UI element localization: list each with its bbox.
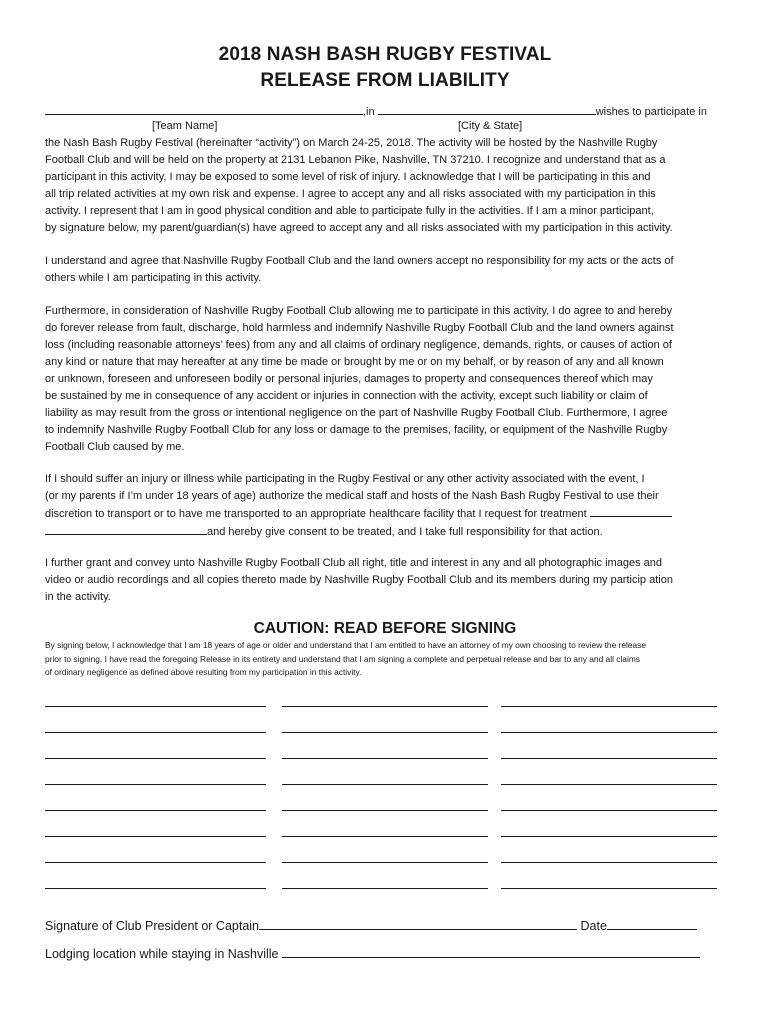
signature-line[interactable] — [45, 784, 266, 785]
signature-line[interactable] — [282, 810, 488, 811]
paragraph-line: (or my parents if I’m under 18 years of age) authorize the medical staff and hosts of the Nash Bash Rugby Festival to use their — [45, 490, 659, 502]
paragraph-line: any kind or nature that may hereafter at any time be made or brought by me or on my behalf, or by reason of any and all known — [45, 356, 664, 368]
city-state-blank[interactable] — [378, 103, 596, 115]
paragraph-activity — [45, 135, 735, 237]
paragraph-line: the Nash Bash Rugby Festival (hereinafter “activity”) on March 24-25, 2018. The activity will be hosted by the Nashville Rugby — [45, 137, 658, 149]
signature-line[interactable] — [282, 784, 488, 785]
caution-text — [45, 639, 735, 680]
signature-line[interactable] — [501, 888, 717, 889]
paragraph-line: be sustained by me in consequence of any accident or injuries in connection with the activity, except such liability or claim of — [45, 390, 648, 402]
paragraph-line: Football Club and will be held on the property at 2131 Lebanon Pike, Nashville, TN 37210. I recognize and understand that as a — [45, 154, 666, 166]
signature-line[interactable] — [501, 706, 717, 707]
paragraph-release — [45, 303, 735, 456]
paragraph-line: in the activity. — [45, 591, 111, 603]
team-city-line — [45, 103, 735, 121]
paragraph-line: If I should suffer an injury or illness while participating in the Rugby Festival or any other activity associated with the event, I — [45, 473, 645, 485]
caution-heading: CAUTION: READ BEFORE SIGNING — [253, 620, 517, 637]
paragraph-line: by signature below, my parent/guardian(s) have agreed to accept any and all risks associated with my participation in this activity. — [45, 222, 673, 234]
lodging-label: Lodging location while staying in Nashville — [45, 947, 279, 961]
signature-line[interactable] — [282, 706, 488, 707]
signature-line[interactable] — [501, 732, 717, 733]
date-label: Date — [580, 919, 607, 933]
paragraph-line: loss (including reasonable attorneys’ fees) from any and all claims of ordinary negligence, demands, rights, or causes of action of — [45, 339, 672, 351]
treatment-facility-blank-continued[interactable] — [45, 523, 207, 535]
lodging-row — [45, 944, 700, 961]
president-signature-label: Signature of Club President or Captain — [45, 919, 260, 933]
form-subtitle: RELEASE FROM LIABILITY — [260, 70, 510, 91]
paragraph-line-text: discretion to transport or to have me transported to an appropriate healthcare facility that I request for treatment — [45, 508, 587, 520]
paragraph-line: liability as may result from the gross or intentional negligence on the part of Nashville Rugby Football Club. Furthermore, I agree — [45, 407, 668, 419]
in-text: ,in — [363, 106, 375, 118]
paragraph-line: or unknown, foreseen and unforeseen bodily or personal injuries, damages to property and consequences thereof which may — [45, 373, 653, 385]
date-field[interactable] — [607, 916, 697, 930]
city-state-label: [City & State] — [458, 120, 523, 132]
paragraph-line-text: and hereby give consent to be treated, and I take full responsibility for that action. — [207, 526, 603, 538]
paragraph-line: Furthermore, in consideration of Nashville Rugby Football Club allowing me to participate in this activity, I do agree to and hereby — [45, 305, 673, 317]
signature-line[interactable] — [501, 862, 717, 863]
caution-line: prior to signing. I have read the foregoing Release in its entirety and understand that I am signing a complete and perpetual release and bar to any and all claims — [45, 653, 640, 664]
wishes-text: wishes to participate in — [595, 106, 707, 118]
signature-line[interactable] — [45, 706, 266, 707]
consent-line — [45, 523, 735, 541]
paragraph-media — [45, 555, 735, 606]
caution-line: of ordinary negligence as defined above resulting from my participation in this activity. — [45, 667, 362, 677]
president-signature-row — [45, 916, 697, 933]
signature-line[interactable] — [282, 732, 488, 733]
signature-line[interactable] — [282, 758, 488, 759]
signature-line[interactable] — [282, 888, 488, 889]
paragraph-line: Football Club caused by me. — [45, 441, 185, 453]
paragraph-medical — [45, 471, 735, 541]
signature-line[interactable] — [282, 836, 488, 837]
paragraph-line: do forever release from fault, discharge, hold harmless and indemnify Nashville Rugby Football Club and the land owners against — [45, 322, 674, 334]
signature-line[interactable] — [501, 836, 717, 837]
paragraph-line: activity. I represent that I am in good physical condition and able to participate fully in the activities. If I am a minor participant, — [45, 205, 654, 217]
paragraph-responsibility — [45, 253, 735, 287]
form-title: 2018 NASH BASH RUGBY FESTIVAL — [218, 44, 552, 65]
paragraph-line: others while I am participating in this activity. — [45, 272, 262, 284]
signature-line[interactable] — [282, 862, 488, 863]
treatment-line — [45, 505, 735, 523]
president-signature-field[interactable] — [259, 916, 577, 930]
signature-line[interactable] — [45, 810, 266, 811]
signature-line[interactable] — [501, 810, 717, 811]
signature-line[interactable] — [45, 862, 266, 863]
paragraph-line: I further grant and convey unto Nashville Rugby Football Club all right, title and interest in any and all photographic images and — [45, 557, 662, 569]
paragraph-line: video or audio recordings and all copies thereto made by Nashville Rugby Football Club and its members during my particip ation — [45, 574, 673, 586]
paragraph-line: all trip related activities at my own risk and expense. I agree to accept any and all risks associated with my participation in this — [45, 188, 656, 200]
signature-line[interactable] — [45, 836, 266, 837]
paragraph-line: to indemnify Nashville Rugby Football Club for any loss or damage to the premises, facility, or equipment of the Nashville Rugby — [45, 424, 668, 436]
caution-line: By signing below, I acknowledge that I am 18 years of age or older and understand that I am entitled to have an attorney of my own choosing to review the release — [45, 640, 647, 650]
lodging-field[interactable] — [282, 944, 700, 958]
signature-line[interactable] — [45, 732, 266, 733]
treatment-facility-blank[interactable] — [590, 505, 672, 517]
paragraph-line: participant in this activity, I may be exposed to some level of risk of injury. I acknowledge that I will be participating in this and — [45, 171, 651, 183]
signature-line[interactable] — [45, 758, 266, 759]
team-name-label: [Team Name] — [152, 120, 218, 132]
signature-line[interactable] — [501, 758, 717, 759]
signature-line[interactable] — [501, 784, 717, 785]
team-name-blank[interactable] — [45, 103, 363, 115]
paragraph-line: I understand and agree that Nashville Rugby Football Club and the land owners accept no responsibility for my acts or the acts of — [45, 255, 674, 267]
signature-line[interactable] — [45, 888, 266, 889]
